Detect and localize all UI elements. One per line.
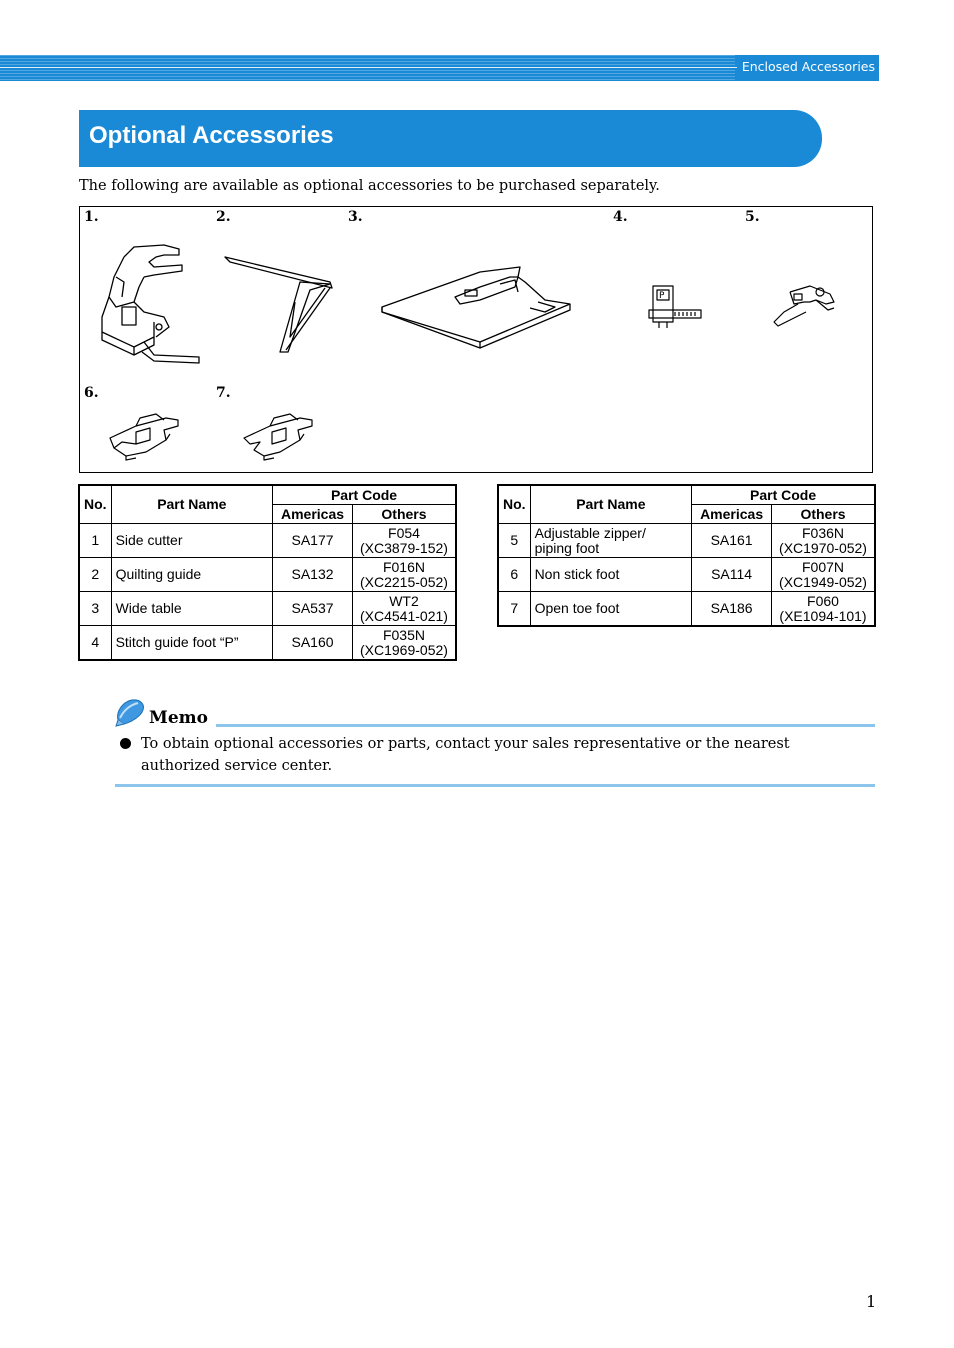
code-primary: F007N [801,558,845,575]
header-americas: Americas [692,505,772,524]
intro-text: The following are available as optional accessories to be purchased separately. [79,178,660,194]
part-name-line-2: piping foot [534,539,600,556]
table-row [79,626,456,661]
section-title: Enclosed Accessories [741,59,875,74]
cell-no: 3 [79,592,111,626]
quilting-guide-illustration [220,252,340,357]
header-americas: Americas [273,505,353,524]
table-row [79,524,456,558]
figure-number-6: 6. [84,385,99,401]
svg-text:P: P [659,291,665,301]
table-row [79,592,456,626]
code-secondary: (XE1094-101) [779,607,867,624]
table-row [79,558,456,592]
header-others: Others [352,505,456,524]
cell-part-name: Side cutter [111,524,273,558]
header-no: No. [498,485,530,524]
cell-others [352,592,456,626]
memo-pin-icon [114,698,146,728]
parts-table-left [78,484,457,661]
cell-no: 7 [498,592,530,627]
header-part-name: Part Name [111,485,273,524]
figure-number-4: 4. [613,209,628,225]
stitch-guide-foot-illustration [645,282,705,332]
cell-others [772,524,875,558]
header-others: Others [772,505,875,524]
part-name-line-1: Adjustable zipper/ [534,524,646,541]
title-bar [79,110,822,167]
figure-number-1: 1. [84,209,99,225]
memo-bottom-rule [115,784,875,787]
cell-part-name: Open toe foot [530,592,692,627]
code-secondary: (XC2215-052) [360,573,448,590]
table-row [498,524,875,558]
cell-americas: SA186 [692,592,772,627]
header-band [0,55,879,81]
code-secondary: (XC4541-021) [360,607,448,624]
title-tab-decoration [795,110,852,167]
cell-others [352,524,456,558]
non-stick-foot-illustration [106,412,186,462]
memo-text: To obtain optional accessories or parts, contact your sales representative or the nearest authorized service center. [141,736,790,774]
header-stripes [0,55,735,81]
cell-others [772,592,875,627]
cell-part-name: Quilting guide [111,558,273,592]
figure-number-5: 5. [745,209,760,225]
cell-no: 6 [498,558,530,592]
cell-americas: SA177 [273,524,353,558]
parts-table-right [497,484,876,627]
open-toe-foot-illustration [240,412,320,462]
memo-top-rule [216,724,875,727]
title-tab-decoration-2 [819,110,876,167]
cell-no: 1 [79,524,111,558]
header-part-code: Part Code [692,485,875,505]
wide-table-illustration [380,262,575,352]
cell-no: 5 [498,524,530,558]
figure-number-2: 2. [216,209,231,225]
code-secondary: (XC1969-052) [360,641,448,658]
cell-part-name: Stitch guide foot “P” [111,626,273,661]
memo-title: Memo [149,708,208,728]
table-row [498,558,875,592]
code-primary: F054 [388,524,420,541]
page-number: 1 [866,1292,877,1311]
cell-americas: SA132 [273,558,353,592]
cell-others [772,558,875,592]
cell-americas: SA537 [273,592,353,626]
bullet-icon [120,738,131,749]
cell-others [352,626,456,661]
cell-americas: SA114 [692,558,772,592]
page-title: Optional Accessories [89,122,334,149]
code-primary: F060 [807,592,839,609]
figure-number-3: 3. [348,209,363,225]
header-part-name: Part Name [530,485,692,524]
table-row [498,592,875,627]
header-part-code: Part Code [273,485,456,505]
cell-americas: SA160 [273,626,353,661]
zipper-foot-illustration [770,282,840,332]
cell-americas: SA161 [692,524,772,558]
cell-no: 2 [79,558,111,592]
cell-others [352,558,456,592]
cell-part-name: Non stick foot [530,558,692,592]
header-no: No. [79,485,111,524]
side-cutter-illustration [94,237,204,372]
figure-number-7: 7. [216,385,231,401]
header-rule [0,67,737,68]
code-primary: F035N [382,626,425,643]
cell-part-name: Wide table [111,592,273,626]
code-secondary: (XC3879-152) [360,539,448,556]
code-primary: F016N [382,558,425,575]
code-primary: F036N [801,524,845,541]
code-primary: WT2 [389,592,419,609]
cell-no: 4 [79,626,111,661]
code-secondary: (XC1970-052) [779,539,867,556]
code-secondary: (XC1949-052) [779,573,867,590]
cell-part-name [530,524,692,558]
accessories-figure [79,206,873,473]
